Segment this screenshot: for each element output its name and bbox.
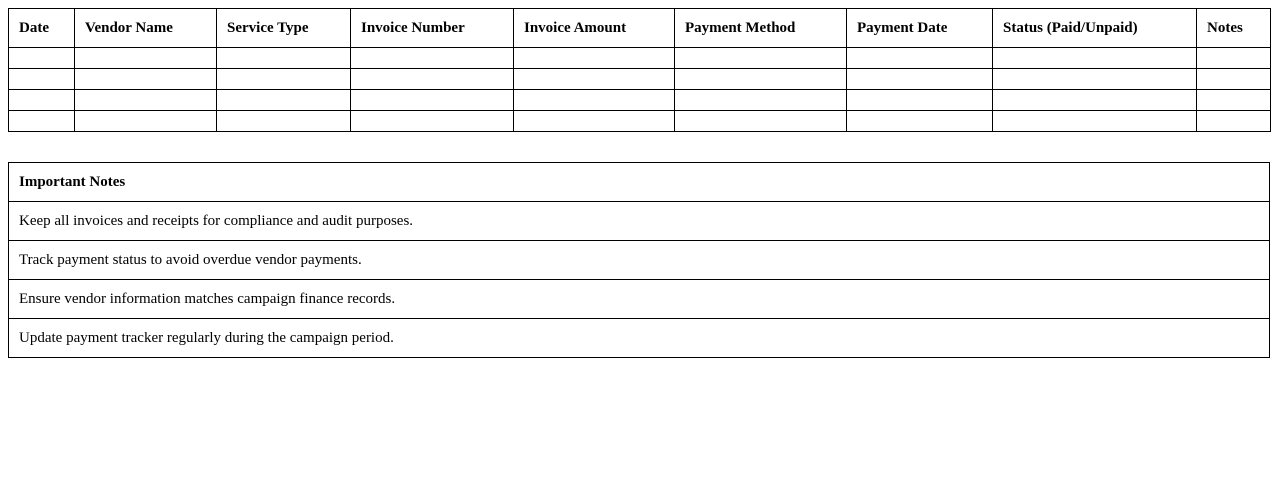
table-cell[interactable]: [75, 69, 217, 90]
table-cell[interactable]: [675, 48, 847, 69]
table-cell[interactable]: [9, 111, 75, 132]
table-cell[interactable]: [993, 69, 1197, 90]
column-header-vendor-name: Vendor Name: [75, 9, 217, 48]
vendor-payment-table: [8, 8, 1271, 132]
column-header-notes: Notes: [1197, 9, 1271, 48]
table-row: [9, 48, 1271, 69]
table-cell[interactable]: [75, 90, 217, 111]
column-header-service-type: Service Type: [217, 9, 351, 48]
table-cell[interactable]: [217, 48, 351, 69]
table-cell[interactable]: [217, 111, 351, 132]
column-header-payment-method: Payment Method: [675, 9, 847, 48]
important-notes-table: [8, 162, 1270, 358]
table-row: [9, 90, 1271, 111]
table-header-row: [9, 9, 1271, 48]
table-cell[interactable]: [675, 111, 847, 132]
column-header-invoice-amount: Invoice Amount: [514, 9, 675, 48]
table-cell[interactable]: [9, 90, 75, 111]
table-cell[interactable]: [1197, 48, 1271, 69]
table-row: [9, 111, 1271, 132]
column-header-invoice-number: Invoice Number: [351, 9, 514, 48]
table-cell[interactable]: [217, 69, 351, 90]
table-cell[interactable]: [675, 69, 847, 90]
table-cell[interactable]: [351, 48, 514, 69]
table-cell[interactable]: [993, 111, 1197, 132]
table-cell[interactable]: [9, 48, 75, 69]
table-cell[interactable]: [351, 111, 514, 132]
table-cell[interactable]: [847, 90, 993, 111]
table-cell[interactable]: [75, 111, 217, 132]
table-cell[interactable]: [993, 90, 1197, 111]
table-cell[interactable]: [351, 69, 514, 90]
note-text: Ensure vendor information matches campaign finance records.: [9, 280, 1270, 319]
list-item: [9, 241, 1270, 280]
note-text: Update payment tracker regularly during the campaign period.: [9, 319, 1270, 358]
table-cell[interactable]: [9, 69, 75, 90]
notes-heading: Important Notes: [9, 163, 1270, 202]
table-cell[interactable]: [514, 69, 675, 90]
list-item: [9, 280, 1270, 319]
notes-heading-row: [9, 163, 1270, 202]
table-cell[interactable]: [514, 111, 675, 132]
table-cell[interactable]: [847, 69, 993, 90]
table-cell[interactable]: [75, 48, 217, 69]
table-cell[interactable]: [1197, 90, 1271, 111]
note-text: Keep all invoices and receipts for compliance and audit purposes.: [9, 202, 1270, 241]
table-row: [9, 69, 1271, 90]
table-cell[interactable]: [1197, 111, 1271, 132]
column-header-status: Status (Paid/Unpaid): [993, 9, 1197, 48]
table-cell[interactable]: [217, 90, 351, 111]
table-cell[interactable]: [993, 48, 1197, 69]
list-item: [9, 202, 1270, 241]
column-header-date: Date: [9, 9, 75, 48]
table-cell[interactable]: [514, 90, 675, 111]
table-cell[interactable]: [514, 48, 675, 69]
table-cell[interactable]: [847, 111, 993, 132]
list-item: [9, 319, 1270, 358]
note-text: Track payment status to avoid overdue vendor payments.: [9, 241, 1270, 280]
table-cell[interactable]: [847, 48, 993, 69]
table-cell[interactable]: [1197, 69, 1271, 90]
table-cell[interactable]: [675, 90, 847, 111]
table-cell[interactable]: [351, 90, 514, 111]
column-header-payment-date: Payment Date: [847, 9, 993, 48]
